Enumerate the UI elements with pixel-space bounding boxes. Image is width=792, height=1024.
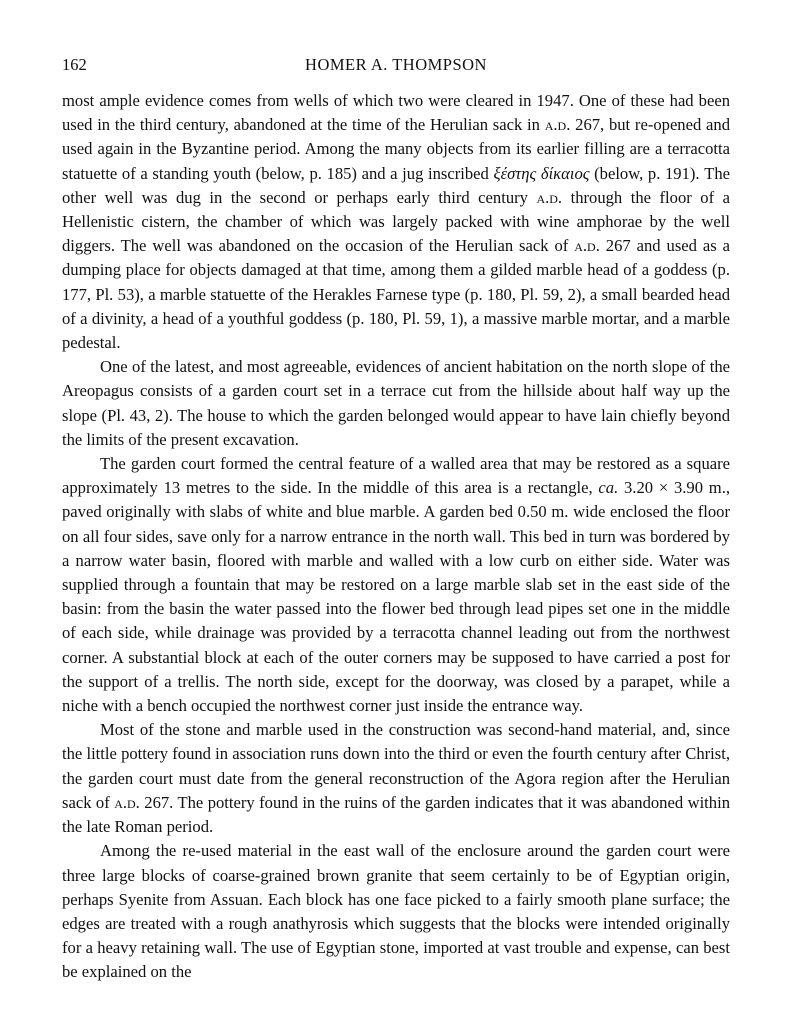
text-run: The garden court formed the central feature of a walled area that may be restored as a square approximately 13 metres to the side. In the middle of this area is a rectangle, — [62, 454, 730, 498]
text-run: most ample evidence comes from wells of which two were cleared in 1947. One of these had been used in the third century, abandoned at the time of the Herulian sack in — [62, 91, 730, 135]
greek-inscription: ξέστης δίκαιος — [493, 163, 590, 183]
text-run: (below, p. 191). The other well was dug in the second or perhaps early third century — [62, 163, 730, 207]
circa-abbreviation: ca. — [598, 478, 619, 498]
text-run: 267, but re-opened and used again in the Byzantine period. Among the many objects from its earlier filling are a terracotta statuette of a standing youth (below, p. 185) and a jug inscribed — [62, 115, 730, 183]
text-run: through the floor of a Hellenistic cistern, the chamber of which was largely packed with wine amphorae by the well diggers. The well was abandoned on the occasion of the Herulian sack of — [62, 187, 730, 256]
text-run: 267 and used as a dumping place for objects damaged at that time, among them a gilded marble head of a goddess (p. 177, Pl. 53), a marble statuette of the Herakles Farnese type (p. 180, Pl. 59, 2), a small bearded head of a divinity, a head of a youthful goddess (p. 180, Pl. 59, 1), a massive marble mortar, and a marble pedestal. — [62, 236, 730, 353]
era-abbreviation: a.d. — [574, 236, 600, 256]
body-text — [62, 89, 730, 985]
text-run: 267. The pottery found in the ruins of the garden indicates that it was abandoned within the late Roman period. — [62, 792, 730, 837]
era-abbreviation: a.d. — [114, 792, 140, 812]
text-run: Most of the stone and marble used in the construction was second-hand material, and, since the little pottery found in association runs down into the third or even the fourth century after Christ, the garden court must date from the general reconstruction of the Agora region after the Herulian sack of — [62, 720, 730, 812]
paragraph-garden-court — [62, 452, 730, 718]
running-head: HOMER A. THOMPSON — [305, 55, 487, 74]
text-run: 3.20 × 3.90 m., paved originally with slabs of white and blue marble. A garden bed 0.50 m. wide enclosed the floor on all four sides, save only for a narrow entrance in the north wall. This bed in turn was bordered by a narrow water basin, floored with marble and walled with a low curb on either side. Water was supplied through a fountain that may be restored on a large marble slab set in the east side of the basin: from the basin the water passed into the flower bed through lead pipes set one in the middle of each side, while drainage was provided by a terracotta channel leading out from the northwest corner. A substantial block at each of the outer corners may be supposed to have carried a post for the support of a trellis. The north side, except for the doorway, was closed by a parapet, while a niche with a bench occupied the northwest corner just inside the entrance way. — [62, 478, 730, 716]
paragraph-wells — [62, 89, 730, 355]
paragraph-garden-intro: One of the latest, and most agreeable, evidences of ancient habitation on the north slope of the Areopagus consists of a garden court set in a terrace cut from the hillside about half way up the slope (Pl. 43, 2). The house to which the garden belonged would appear to have lain chiefly beyond the limits of the present excavation. — [62, 357, 730, 449]
page-number: 162 — [62, 55, 87, 74]
era-abbreviation: a.d. — [544, 115, 571, 135]
paragraph-dating — [62, 718, 730, 839]
paragraph-egyptian-granite: Among the re-used material in the east wall of the enclosure around the garden court were three large blocks of coarse-grained brown granite that seem certainly to be of Egyptian origin, perhaps Syenite from Assuan. Each block has one face picked to a fairly smooth plane surface; the edges are treated with a rough anathyrosis which suggests that the blocks were intended originally for a heavy retaining wall. The use of Egyptian stone, imported at vast trouble and expense, can best be explained on the — [62, 841, 730, 982]
era-abbreviation: a.d. — [536, 187, 563, 207]
page-header — [62, 55, 730, 79]
